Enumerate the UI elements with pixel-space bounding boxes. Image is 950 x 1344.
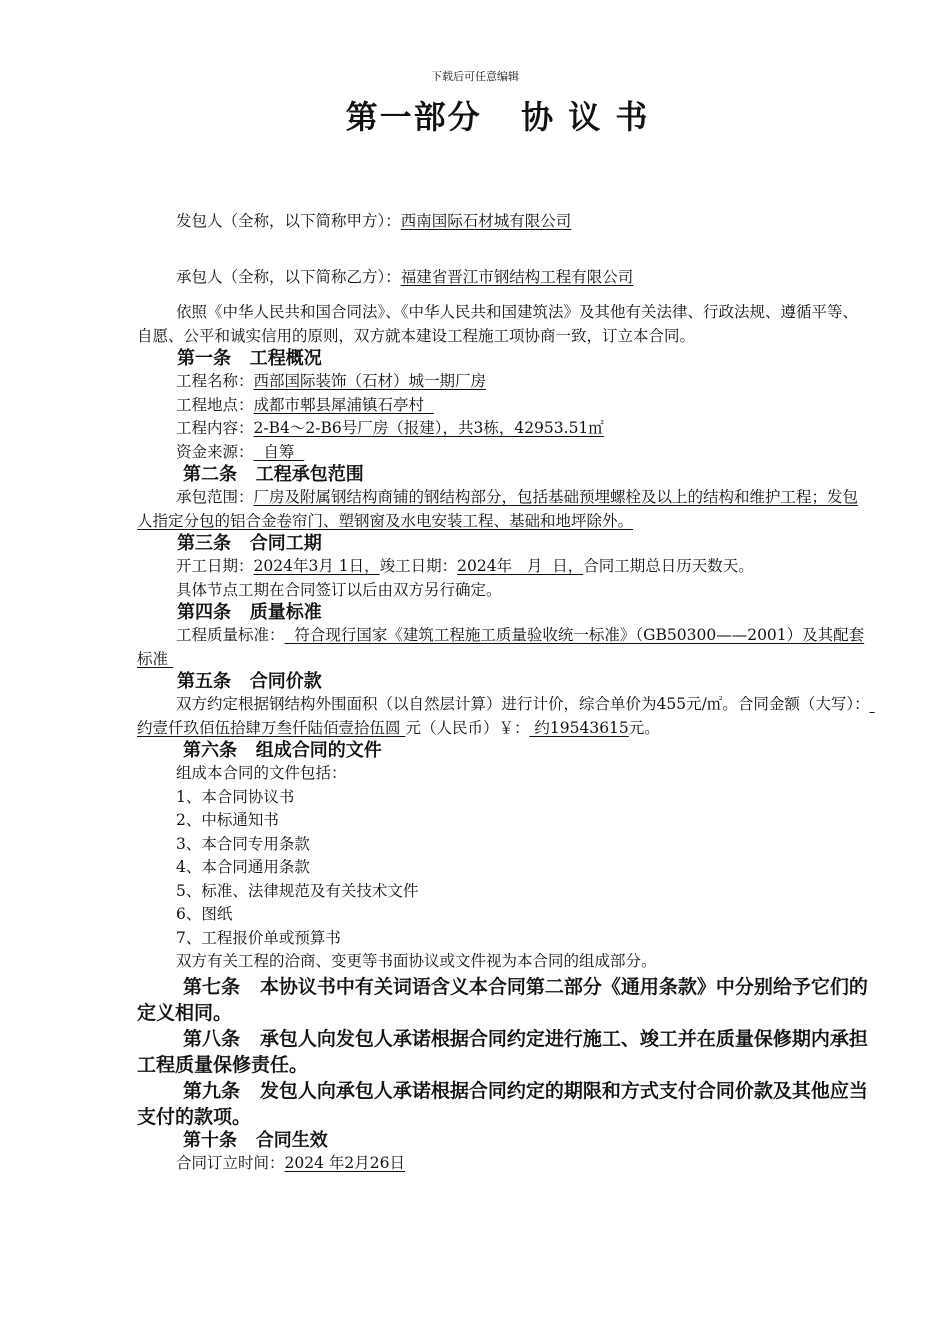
amount-end: 元。 <box>628 718 660 737</box>
scope-paragraph <box>137 486 872 533</box>
header-note: 下载后可任意编辑 <box>431 70 519 83</box>
page-title: 第一部分 协 议 书 <box>345 98 650 136</box>
quality-value: 符合现行国家《建筑工程施工质量验收统一标准》（GB50300——2001）及其配套标准 <box>137 626 865 668</box>
node-schedule-text: 具体节点工期在合同签订以后由双方另行确定。 <box>176 580 502 599</box>
fund-source-label: 资金来源： <box>176 442 254 461</box>
amount-words: 约壹仟玖佰伍拾肆万叁仟陆佰壹拾伍圆 <box>137 695 875 737</box>
quality-label: 工程质量标准： <box>176 626 285 644</box>
art4-heading: 第四条 质量标准 <box>177 602 322 623</box>
contractor-line <box>137 266 872 290</box>
document-list-item: 7、工程报价单或预算书 <box>176 928 341 947</box>
art7-paragraph: 第七条 本协议书中有关词语含义本合同第二部分《通用条款》中分别给予它们的定义相同。 <box>137 975 868 1024</box>
contractor-label: 承包人（全称，以下简称乙方）： <box>176 267 401 286</box>
amount-currency-label: 元（人民币）￥： <box>405 718 530 737</box>
project-name-label: 工程名称： <box>176 372 254 390</box>
document-list-item: 6、图纸 <box>176 905 233 923</box>
signing-date-line <box>137 1152 872 1176</box>
art2-heading: 第二条 工程承包范围 <box>183 464 364 485</box>
art8-paragraph: 第八条 承包人向发包人承诺根据合同约定进行施工、竣工并在质量保修期内承担工程质量保修责任。 <box>137 1027 868 1076</box>
project-site-label: 工程地点： <box>176 395 254 414</box>
end-date-label: 竣工日期： <box>379 557 458 575</box>
amount-figures: 约19543615 <box>529 718 629 737</box>
project-name-line <box>137 370 872 394</box>
art3-heading: 第三条 合同工期 <box>177 533 322 554</box>
start-date-value: 2024年3月 1日， <box>253 557 380 575</box>
scope-value: 厂房及附属钢结构商铺的钢结构部分，包括基础预埋螺栓及以上的结构和维护工程；发包人指定分包的铝合金卷帘门、塑钢窗及水电安装工程、基础和地坪除外。 <box>137 488 859 530</box>
document-body <box>137 210 875 1175</box>
start-date-label: 开工日期： <box>176 557 254 575</box>
documents-closing: 双方有关工程的洽商、变更等书面协议或文件视为本合同的组成部分。 <box>176 952 657 970</box>
scope-label: 承包范围： <box>176 488 254 506</box>
fund-source-value: 自筹 <box>253 442 305 461</box>
employer-name: 西南国际石材城有限公司 <box>400 212 572 230</box>
art1-heading: 第一条 工程概况 <box>177 348 322 369</box>
amount-label: 合同金额（大写）： <box>737 695 870 713</box>
art9-paragraph: 第九条 发包人向承包人承诺根据合同约定的期限和方式支付合同价款及其他应当支付的款项。 <box>137 1079 868 1128</box>
employer-label: 发包人（全称，以下简称甲方）： <box>176 212 401 230</box>
pricing-text: 双方约定根据钢结构外围面积（以自然层计算）进行计价，综合单价为455元/㎡。 <box>176 695 738 713</box>
art6-heading: 第六条 组成合同的文件 <box>183 740 382 761</box>
project-content-value: 2-B4～2-B6号厂房（报建），共3栋，42953.51㎡ <box>253 419 604 437</box>
documents-intro: 组成本合同的文件包括： <box>176 764 347 782</box>
project-content-label: 工程内容： <box>176 419 254 437</box>
project-name-value: 西部国际装饰（石材）城一期厂房 <box>253 372 487 390</box>
preamble: 依照《中华人民共和国合同法》、《中华人民共和国建筑法》及其他有关法律、行政法规、遵循平等、自愿、公平和诚实信用的原则，双方就本建设工程施工项协商一致，订立本合同。 <box>137 303 859 345</box>
employer-line <box>137 210 872 234</box>
project-content-line <box>137 417 872 441</box>
document-list-item: 5、标准、法律规范及有关技术文件 <box>176 881 419 900</box>
project-site-value: 成都市郫县犀浦镇石亭村 <box>253 395 434 414</box>
signing-date-value: 2024 年2月26日 <box>284 1153 405 1172</box>
art5-heading: 第五条 合同价款 <box>177 671 322 692</box>
document-list-item: 3、本合同专用条款 <box>176 834 310 853</box>
documents-list <box>137 786 872 951</box>
fund-source-line <box>137 441 872 465</box>
schedule-paragraph <box>137 555 872 579</box>
quality-paragraph <box>137 624 872 671</box>
art10-heading: 第十条 合同生效 <box>183 1129 328 1151</box>
contractor-name: 福建省晋江市钢结构工程有限公司 <box>400 267 634 286</box>
document-list-item: 2、中标通知书 <box>176 811 279 829</box>
duration-text: 合同工期总日历天数天。 <box>583 557 754 575</box>
project-site-line <box>137 394 872 418</box>
signing-date-label: 合同订立时间： <box>176 1153 285 1172</box>
document-list-item: 1、本合同协议书 <box>176 787 295 806</box>
document-list-item: 4、本合同通用条款 <box>176 858 310 876</box>
end-date-value: 2024年 月 日， <box>457 557 584 575</box>
pricing-paragraph <box>137 693 875 740</box>
